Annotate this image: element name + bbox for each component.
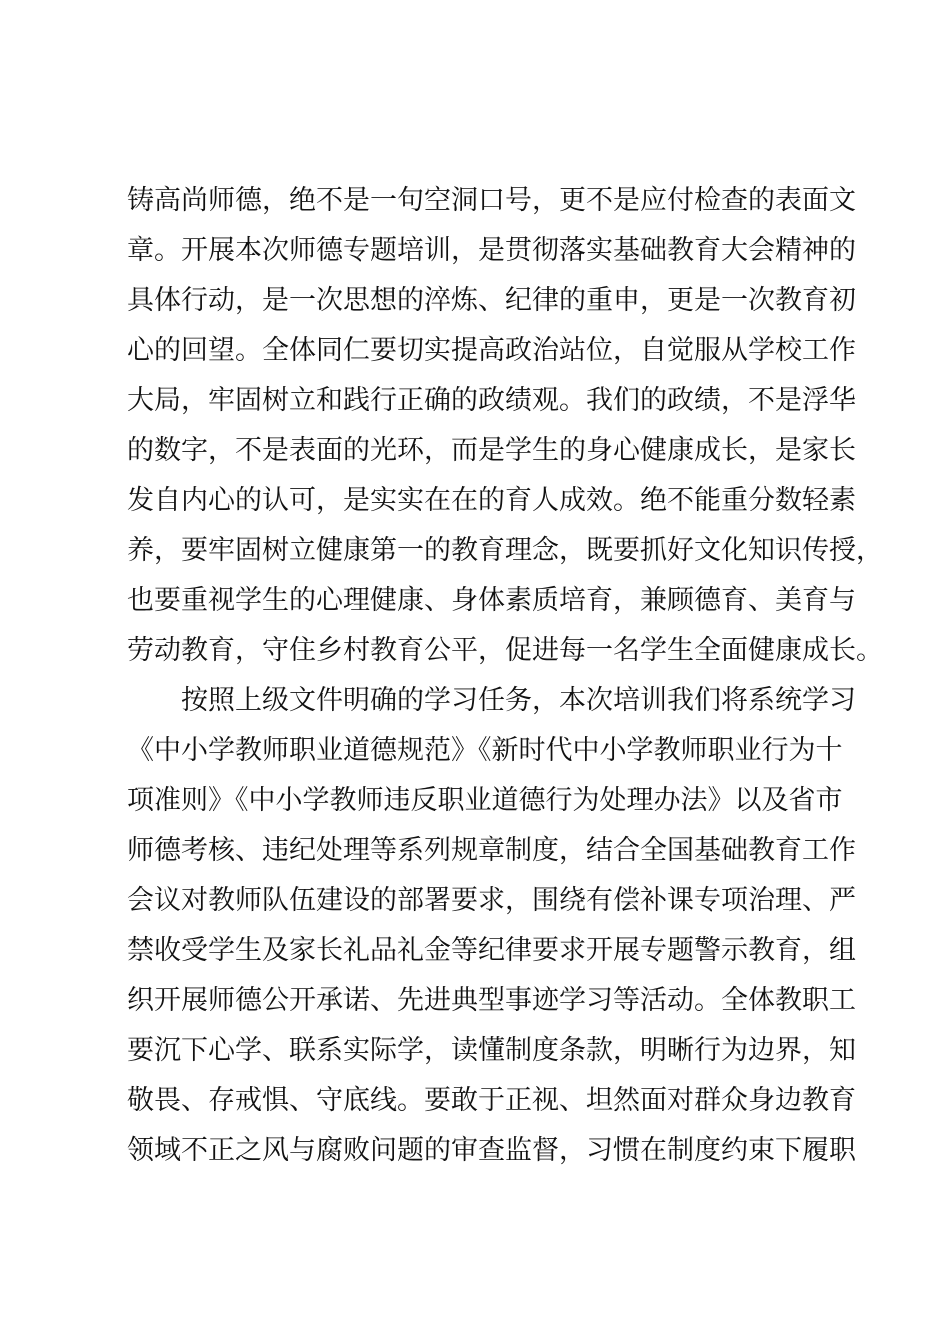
text-line: 项准则》《中小学教师违反职业道德行为处理办法》以及省市 [127,785,843,816]
text-line: 要沉下心学、联系实际学，读懂制度条款，明晰行为边界，知 [127,1035,856,1066]
text-line: 章。开展本次师德专题培训，是贯彻落实基础教育大会精神的 [127,235,856,266]
text-line: 也要重视学生的心理健康、身体素质培育，兼顾德育、美育与 [127,585,856,616]
paragraph-1 [127,176,883,676]
text-line: 师德考核、违纪处理等系列规章制度，结合全国基础教育工作 [127,835,856,866]
text-line: 养，要牢固树立健康第一的教育理念，既要抓好文化知识传授， [127,535,883,566]
paragraph-2 [127,676,856,1176]
text-line: 织开展师德公开承诺、先进典型事迹学习等活动。全体教职工 [127,985,856,1016]
text-line: 心的回望。全体同仁要切实提高政治站位，自觉服从学校工作 [127,335,856,366]
text-line: 《中小学教师职业道德规范》《新时代中小学教师职业行为十 [127,735,843,766]
text-line: 劳动教育，守住乡村教育公平，促进每一名学生全面健康成长。 [127,635,883,666]
text-line: 按照上级文件明确的学习任务，本次培训我们将系统学习 [181,685,856,716]
body-text [127,176,883,1176]
text-line: 禁收受学生及家长礼品礼金等纪律要求开展专题警示教育，组 [127,935,856,966]
text-line: 大局，牢固树立和践行正确的政绩观。我们的政绩，不是浮华 [127,385,856,416]
text-line: 的数字，不是表面的光环，而是学生的身心健康成长，是家长 [127,435,856,466]
text-line: 具体行动，是一次思想的淬炼、纪律的重申，更是一次教育初 [127,285,856,316]
text-line: 会议对教师队伍建设的部署要求，围绕有偿补课专项治理、严 [127,885,856,916]
text-line: 敬畏、存戒惧、守底线。要敢于正视、坦然面对群众身边教育 [127,1085,856,1116]
text-line: 发自内心的认可，是实实在在的育人成效。绝不能重分数轻素 [127,485,856,516]
text-line: 领域不正之风与腐败问题的审查监督，习惯在制度约束下履职 [127,1135,856,1166]
text-line: 铸高尚师德，绝不是一句空洞口号，更不是应付检查的表面文 [127,185,856,216]
